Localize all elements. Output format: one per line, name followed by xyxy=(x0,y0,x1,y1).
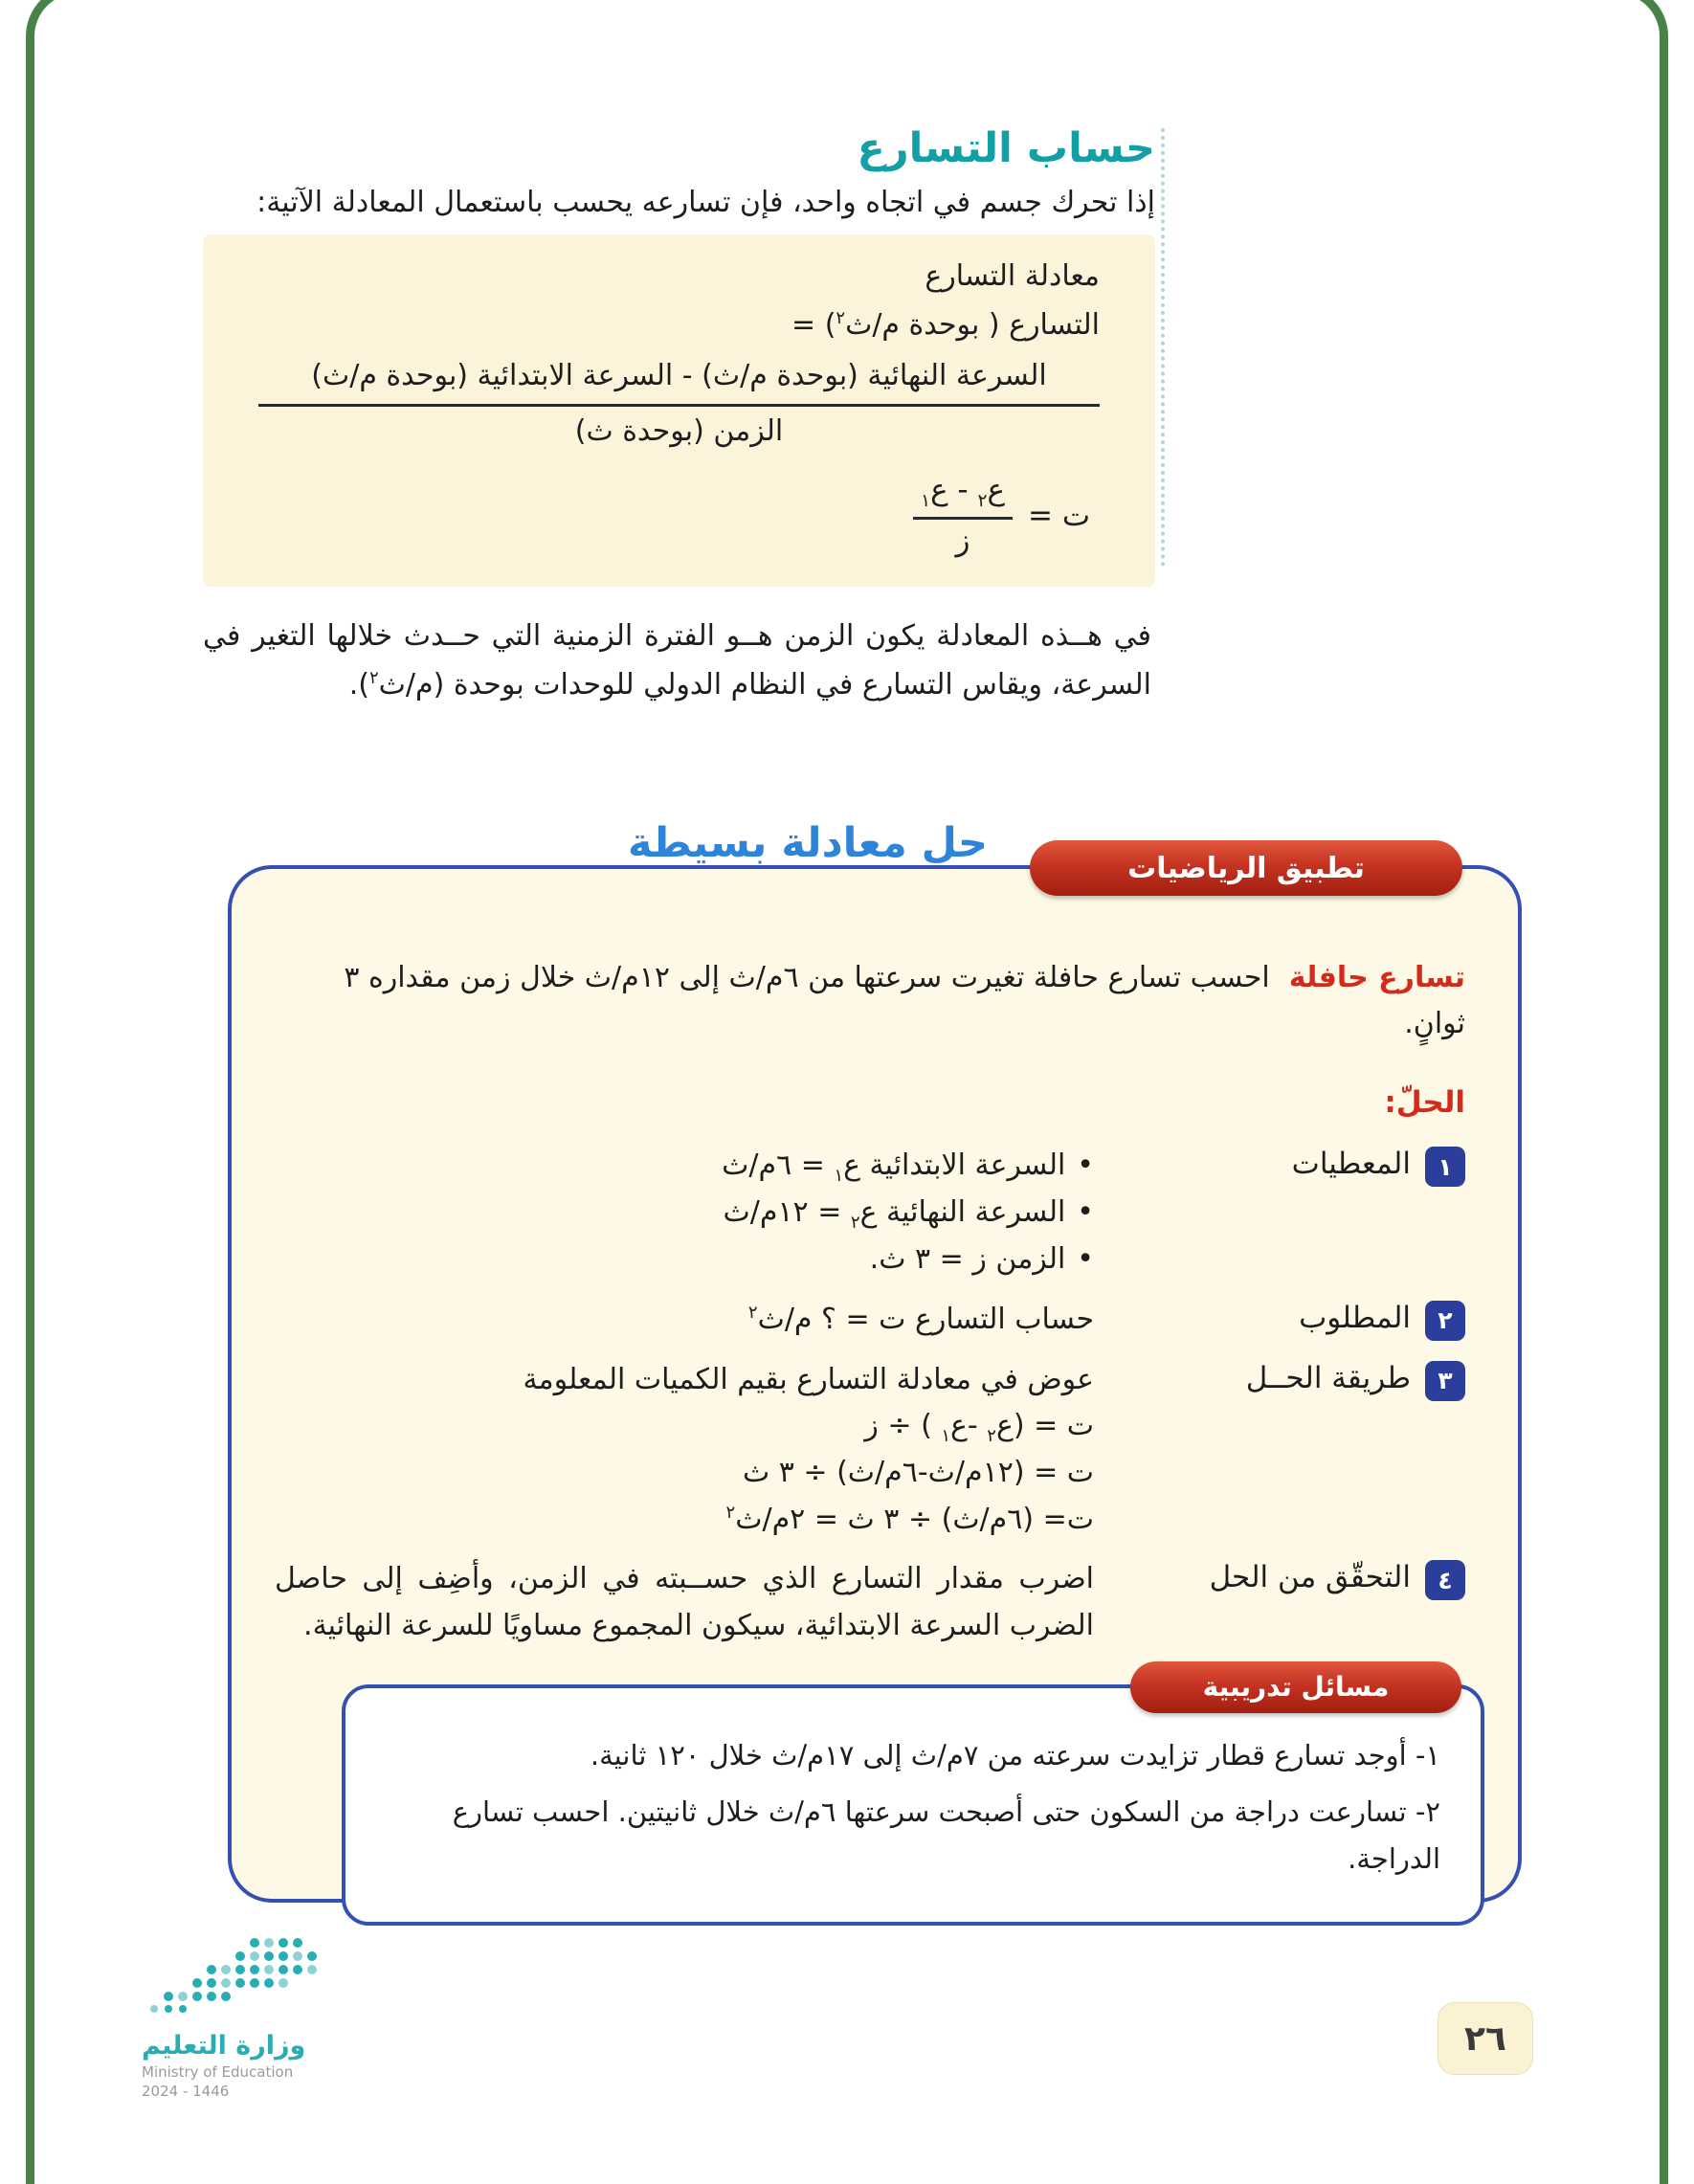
symbol-fraction xyxy=(913,473,1013,558)
bullet-icon: • xyxy=(1077,1148,1094,1182)
given-time: •الزمن ز = ٣ ث. xyxy=(869,1242,1094,1277)
symbol-fraction-numerator: ع$_٢$ - ع$_١$ xyxy=(913,473,1013,520)
superscript-2: ٢ xyxy=(747,1302,758,1323)
symbol-lhs: ت = xyxy=(1027,498,1090,533)
step-number: ١ xyxy=(1425,1147,1465,1187)
subscript-2: ٢ xyxy=(977,491,988,512)
step-row-givens xyxy=(275,1143,1465,1283)
step-label-method xyxy=(1207,1357,1465,1544)
subscript-1: ١ xyxy=(941,1426,950,1447)
superscript-2: ٢ xyxy=(369,668,379,689)
symbol-equation xyxy=(258,473,1100,558)
equation-lhs: التسارع ( بوحدة م/ث$^٢$) = xyxy=(791,308,1100,342)
step-title: التحقّق من الحل xyxy=(1209,1560,1411,1595)
equation-title: معادلة التسارع xyxy=(925,259,1100,293)
ministry-years: 2024 - 1446 xyxy=(142,2083,230,2100)
superscript-2: ٢ xyxy=(836,308,846,328)
subscript-2: ٢ xyxy=(850,1213,860,1234)
subscript-1: ١ xyxy=(921,491,931,512)
fraction-denominator: الزمن (بوحدة ث) xyxy=(574,414,784,448)
equation-box xyxy=(203,234,1155,587)
subsection-title: حل معادلة بسيطة xyxy=(627,819,989,867)
practice-problems-badge: مسائل تدريبية xyxy=(1130,1661,1461,1713)
required-line: حساب التسارع ت = ؟ م/ث$^٢$ xyxy=(747,1302,1094,1336)
math-application-badge: تطبيق الرياضيات xyxy=(1030,840,1462,896)
section-title: حساب التسارع xyxy=(857,124,1155,172)
step-content-check xyxy=(275,1556,1207,1649)
method-line-3: ت= (٦م/ث) ÷ ٣ ث = ٢م/ث$^٢$ xyxy=(725,1502,1094,1536)
step-content-method xyxy=(275,1357,1207,1544)
page-number: ٢٦ xyxy=(1464,2018,1506,2059)
practice-item-1: ١- أوجد تسارع قطار تزايدت سرعته من ٧م/ث إلى ١٧م/ث خلال ١٢٠ ثانية. xyxy=(590,1738,1440,1772)
subscript-1: ١ xyxy=(834,1166,844,1186)
step-row-check xyxy=(275,1556,1465,1649)
method-line-2: ت = (١٢م/ث-٦م/ث) ÷ ٣ ث xyxy=(742,1456,1094,1490)
problem-statement xyxy=(275,955,1465,1047)
fraction-numerator: السرعة النهائية (بوحدة م/ث) - السرعة الابتدائية (بوحدة م/ث) xyxy=(258,359,1100,407)
step-title: المعطيات xyxy=(1291,1147,1411,1181)
step-content-givens xyxy=(275,1143,1207,1283)
explanation-paragraph: في هــذه المعادلة يكون الزمن هــو الفترة الزمنية التي حــدث خلالها التغير في السرعة، ويقاس التسارع في النظام الدولي للوحدات بوحدة (م/ث$^٢$). xyxy=(203,619,1151,702)
equation-fraction xyxy=(258,359,1100,448)
page-number-badge xyxy=(1438,2002,1533,2075)
problem-title: تسارع حافلة xyxy=(1288,961,1465,994)
method-intro: عوض في معادلة التسارع بقيم الكميات المعلومة xyxy=(523,1362,1094,1396)
dotted-divider xyxy=(1161,128,1165,567)
step-number: ٤ xyxy=(1425,1560,1465,1600)
step-label-check xyxy=(1207,1556,1465,1649)
step-row-required xyxy=(275,1297,1465,1344)
superscript-2: ٢ xyxy=(725,1502,736,1523)
given-final-velocity: •السرعة النهائية ع$_٢$ = ١٢م/ث xyxy=(723,1195,1094,1234)
practice-item-2: ٢- تسارعت دراجة من السكون حتى أصبحت سرعتها ٦م/ث خلال ثانيتين. احسب تسارع الدراجة. xyxy=(452,1794,1440,1876)
step-content-required xyxy=(275,1297,1207,1344)
given-initial-velocity: •السرعة الابتدائية ع$_١$ = ٦م/ث xyxy=(722,1148,1094,1186)
worked-example-box xyxy=(228,851,1522,1903)
ministry-name-english: Ministry of Education xyxy=(142,2063,294,2081)
step-title: المطلوب xyxy=(1299,1300,1411,1335)
step-row-method xyxy=(275,1357,1465,1544)
solution-label: الحلّ: xyxy=(1384,1085,1465,1120)
symbol-fraction-denominator: ز xyxy=(955,524,970,559)
method-line-1: ت = (ع$_٢$ -ع$_١$ ) ÷ ز xyxy=(864,1409,1094,1447)
ministry-footer xyxy=(142,1933,371,2100)
lesson-section xyxy=(203,124,1155,709)
intro-paragraph: إذا تحرك جسم في اتجاه واحد، فإن تسارعه يحسب باستعمال المعادلة الآتية: xyxy=(256,186,1155,219)
problem-text: احسب تسارع حافلة تغيرت سرعتها من ٦م/ث إلى ١٢م/ث خلال زمن مقداره ٣ ثوانٍ. xyxy=(344,961,1465,1040)
check-text: اضرب مقدار التسارع الذي حســبته في الزمن، وأضِف إلى حاصل الضرب السرعة الابتدائية، سيكون المجموع مساويًا للسرعة النهائية. xyxy=(275,1562,1094,1643)
subscript-2: ٢ xyxy=(987,1426,996,1447)
bullet-icon: • xyxy=(1077,1242,1094,1277)
step-label-required xyxy=(1207,1297,1465,1344)
step-number: ٢ xyxy=(1425,1301,1465,1341)
solution-steps xyxy=(275,1143,1465,1650)
bullet-icon: • xyxy=(1077,1195,1094,1230)
step-number: ٣ xyxy=(1425,1361,1465,1401)
ministry-logo-icon xyxy=(142,1933,333,2021)
practice-problems-box xyxy=(342,1671,1484,1926)
ministry-name-arabic: وزارة التعليم xyxy=(142,2031,306,2061)
step-title: طريقة الحــل xyxy=(1245,1360,1411,1395)
step-label-givens xyxy=(1207,1143,1465,1283)
